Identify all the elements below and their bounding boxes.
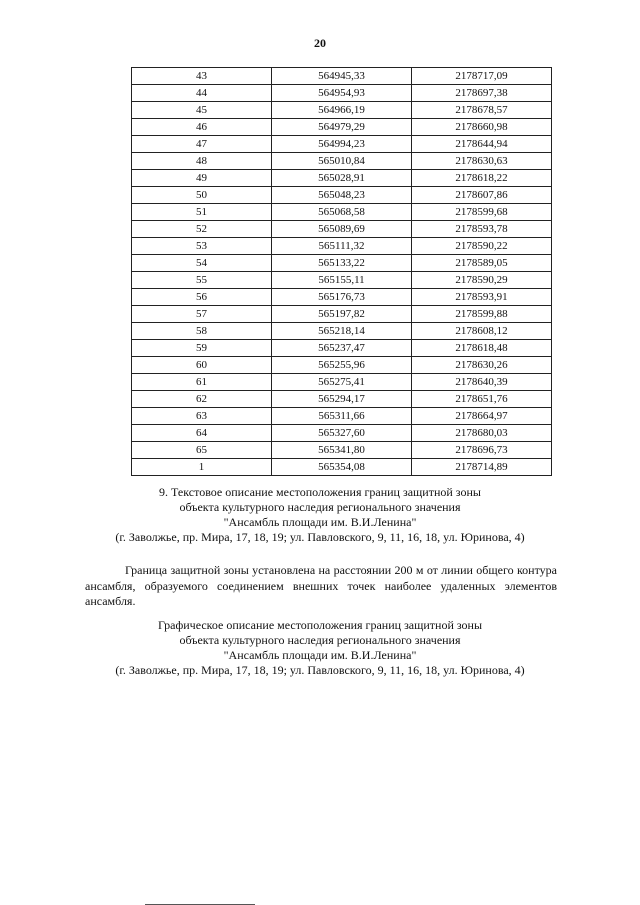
table-row <box>132 238 552 255</box>
x-coordinate-cell: 564979,29 <box>272 119 412 136</box>
x-coordinate-cell: 565048,23 <box>272 187 412 204</box>
point-number-cell: 52 <box>132 221 272 238</box>
coordinates-table <box>131 67 552 476</box>
x-coordinate-cell: 565089,69 <box>272 221 412 238</box>
heading-line: (г. Заволжье, пр. Мира, 17, 18, 19; ул. Павловского, 9, 11, 16, 18, ул. Юринова, 4) <box>115 530 525 544</box>
x-coordinate-cell: 565133,22 <box>272 255 412 272</box>
table-row <box>132 153 552 170</box>
y-coordinate-cell: 2178618,48 <box>412 340 552 357</box>
point-number-cell: 56 <box>132 289 272 306</box>
table-row <box>132 408 552 425</box>
y-coordinate-cell: 2178664,97 <box>412 408 552 425</box>
y-coordinate-cell: 2178640,39 <box>412 374 552 391</box>
y-coordinate-cell: 2178651,76 <box>412 391 552 408</box>
point-number-cell: 57 <box>132 306 272 323</box>
x-coordinate-cell: 565197,82 <box>272 306 412 323</box>
y-coordinate-cell: 2178593,91 <box>412 289 552 306</box>
x-coordinate-cell: 565068,58 <box>272 204 412 221</box>
y-coordinate-cell: 2178630,26 <box>412 357 552 374</box>
y-coordinate-cell: 2178696,73 <box>412 442 552 459</box>
point-number-cell: 49 <box>132 170 272 187</box>
y-coordinate-cell: 2178593,78 <box>412 221 552 238</box>
table-row <box>132 323 552 340</box>
x-coordinate-cell: 564945,33 <box>272 68 412 85</box>
table-row <box>132 459 552 476</box>
y-coordinate-cell: 2178607,86 <box>412 187 552 204</box>
x-coordinate-cell: 565155,11 <box>272 272 412 289</box>
heading-line: 9. Текстовое описание местоположения границ защитной зоны <box>159 485 481 499</box>
heading-line: Графическое описание местоположения границ защитной зоны <box>157 618 483 632</box>
x-coordinate-cell: 564966,19 <box>272 102 412 119</box>
point-number-cell: 54 <box>132 255 272 272</box>
point-number-cell: 48 <box>132 153 272 170</box>
table-row <box>132 391 552 408</box>
point-number-cell: 62 <box>132 391 272 408</box>
heading-line: (г. Заволжье, пр. Мира, 17, 18, 19; ул. Павловского, 9, 11, 16, 18, ул. Юринова, 4) <box>115 663 525 677</box>
table-row <box>132 102 552 119</box>
y-coordinate-cell: 2178644,94 <box>412 136 552 153</box>
x-coordinate-cell: 565176,73 <box>272 289 412 306</box>
point-number-cell: 51 <box>132 204 272 221</box>
y-coordinate-cell: 2178678,57 <box>412 102 552 119</box>
table-row <box>132 68 552 85</box>
point-number-cell: 60 <box>132 357 272 374</box>
table-row <box>132 425 552 442</box>
x-coordinate-cell: 565311,66 <box>272 408 412 425</box>
point-number-cell: 55 <box>132 272 272 289</box>
table-row <box>132 272 552 289</box>
page-number: 20 <box>314 36 326 50</box>
x-coordinate-cell: 565294,17 <box>272 391 412 408</box>
x-coordinate-cell: 565354,08 <box>272 459 412 476</box>
x-coordinate-cell: 565111,32 <box>272 238 412 255</box>
heading-line: "Ансамбль площади им. В.И.Ленина" <box>223 648 417 662</box>
y-coordinate-cell: 2178660,98 <box>412 119 552 136</box>
x-coordinate-cell: 565028,91 <box>272 170 412 187</box>
x-coordinate-cell: 565255,96 <box>272 357 412 374</box>
text-description-heading <box>80 485 560 545</box>
table-row <box>132 136 552 153</box>
heading-line: объекта культурного наследия регионального значения <box>179 633 461 647</box>
y-coordinate-cell: 2178608,12 <box>412 323 552 340</box>
y-coordinate-cell: 2178590,22 <box>412 238 552 255</box>
table-row <box>132 306 552 323</box>
y-coordinate-cell: 2178590,29 <box>412 272 552 289</box>
y-coordinate-cell: 2178599,88 <box>412 306 552 323</box>
x-coordinate-cell: 565237,47 <box>272 340 412 357</box>
point-number-cell: 64 <box>132 425 272 442</box>
point-number-cell: 59 <box>132 340 272 357</box>
x-coordinate-cell: 565341,80 <box>272 442 412 459</box>
table-row <box>132 204 552 221</box>
point-number-cell: 53 <box>132 238 272 255</box>
table-row <box>132 289 552 306</box>
table-row <box>132 357 552 374</box>
point-number-cell: 50 <box>132 187 272 204</box>
heading-line: "Ансамбль площади им. В.И.Ленина" <box>223 515 417 529</box>
x-coordinate-cell: 565327,60 <box>272 425 412 442</box>
table-row <box>132 170 552 187</box>
point-number-cell: 43 <box>132 68 272 85</box>
table-row <box>132 221 552 238</box>
point-number-cell: 47 <box>132 136 272 153</box>
table-row <box>132 442 552 459</box>
y-coordinate-cell: 2178714,89 <box>412 459 552 476</box>
point-number-cell: 61 <box>132 374 272 391</box>
table-row <box>132 340 552 357</box>
point-number-cell: 46 <box>132 119 272 136</box>
point-number-cell: 44 <box>132 85 272 102</box>
heading-line: объекта культурного наследия регионального значения <box>179 500 461 514</box>
point-number-cell: 45 <box>132 102 272 119</box>
x-coordinate-cell: 565010,84 <box>272 153 412 170</box>
x-coordinate-cell: 564994,23 <box>272 136 412 153</box>
graphic-description-heading <box>80 618 560 678</box>
table-row <box>132 374 552 391</box>
y-coordinate-cell: 2178618,22 <box>412 170 552 187</box>
table-row <box>132 187 552 204</box>
boundary-paragraph: Граница защитной зоны установлена на расстоянии 200 м от линии общего контура ансамбля, образуемого соединением внешних точек наиболее удаленных элементов ансамбля. <box>85 563 557 608</box>
point-number-cell: 1 <box>132 459 272 476</box>
y-coordinate-cell: 2178697,38 <box>412 85 552 102</box>
point-number-cell: 65 <box>132 442 272 459</box>
y-coordinate-cell: 2178717,09 <box>412 68 552 85</box>
x-coordinate-cell: 564954,93 <box>272 85 412 102</box>
table-row <box>132 85 552 102</box>
point-number-cell: 63 <box>132 408 272 425</box>
table-row <box>132 119 552 136</box>
y-coordinate-cell: 2178589,05 <box>412 255 552 272</box>
table-row <box>132 255 552 272</box>
x-coordinate-cell: 565218,14 <box>272 323 412 340</box>
y-coordinate-cell: 2178599,68 <box>412 204 552 221</box>
coordinates-table-body <box>132 68 552 476</box>
y-coordinate-cell: 2178680,03 <box>412 425 552 442</box>
x-coordinate-cell: 565275,41 <box>272 374 412 391</box>
y-coordinate-cell: 2178630,63 <box>412 153 552 170</box>
point-number-cell: 58 <box>132 323 272 340</box>
